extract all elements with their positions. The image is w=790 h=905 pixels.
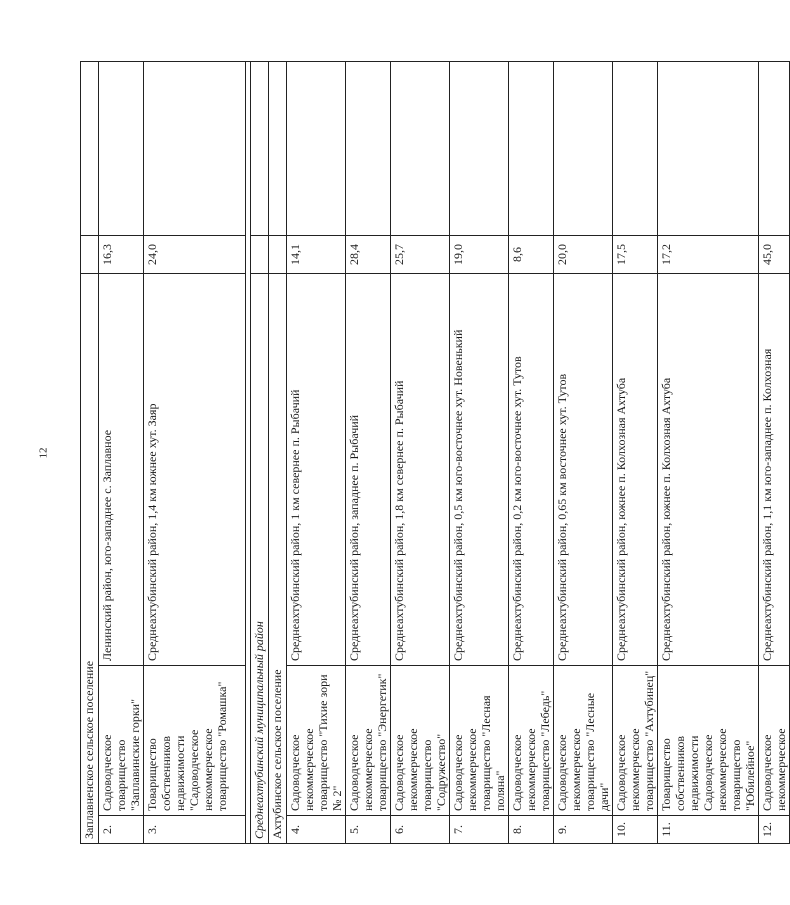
row-extra-cell [391, 61, 450, 235]
row-number: 12. [759, 816, 790, 844]
row-location: Среднеахтубинский район, 0,65 км восточнее хут. Тутов [554, 273, 613, 665]
row-name: Садоводческое некоммерческое товарищество "Лесная поляна" [450, 666, 509, 816]
table-row [99, 61, 144, 843]
section-filler-cell [269, 235, 287, 273]
row-number: 5. [346, 816, 391, 844]
row-area: 17,2 [658, 235, 759, 273]
row-number: 4. [287, 816, 346, 844]
row-name: Товарищество собственников недвижимости "Садоводческое некоммерческое товарищество "Ромашка" [144, 666, 246, 816]
row-location: Ленинский район, юго-западнее с. Заплавное [99, 273, 144, 665]
row-area: 14,1 [287, 235, 346, 273]
row-location: Среднеахтубинский район, западнее п. Рыбачий [346, 273, 391, 665]
row-name: Садоводческое некоммерческое товарищество "Энергетик" [346, 666, 391, 816]
municipality-title: Среднеахтубинский муниципальный район [251, 273, 269, 843]
row-number: 11. [658, 816, 759, 844]
row-number: 8. [509, 816, 554, 844]
table-row [658, 61, 759, 843]
row-name: Садоводческое некоммерческое товарищество "Лебедь" [509, 666, 554, 816]
registry-table [80, 61, 790, 844]
row-extra-cell [658, 61, 759, 235]
registry-table-rotated [80, 62, 788, 844]
row-extra-cell [287, 61, 346, 235]
section-filler-cell [251, 235, 269, 273]
row-location: Среднеахтубинский район, 1,4 км южнее хут. Заяр [144, 273, 246, 665]
section-row-zaplavnenskoe [81, 61, 99, 843]
section-filler-cell [81, 235, 99, 273]
row-location: Среднеахтубинский район, 1,1 км юго-западнее п. Колхозная [759, 273, 790, 665]
table-row [144, 61, 246, 843]
row-area: 45,0 [759, 235, 790, 273]
table-row [346, 61, 391, 843]
row-area: 8,6 [509, 235, 554, 273]
row-extra-cell [144, 61, 246, 235]
row-location: Среднеахтубинский район, 0,2 км юго-восточнее хут. Тутов [509, 273, 554, 665]
row-extra-cell [509, 61, 554, 235]
section-filler-cell [251, 61, 269, 235]
row-location: Среднеахтубинский район, 1,8 км севернее п. Рыбачий [391, 273, 450, 665]
row-name: Товарищество собственников недвижимости Садоводческое некоммерческое товарищество "Юбилейное" [658, 666, 759, 816]
table-row [450, 61, 509, 843]
row-name: Садоводческое некоммерческое [759, 666, 790, 816]
row-extra-cell [346, 61, 391, 235]
row-area: 28,4 [346, 235, 391, 273]
table-row [509, 61, 554, 843]
section-row-akhtubinskoe [269, 61, 287, 843]
row-area: 19,0 [450, 235, 509, 273]
row-number: 10. [613, 816, 658, 844]
row-extra-cell [613, 61, 658, 235]
table-row [554, 61, 613, 843]
row-number: 7. [450, 816, 509, 844]
row-extra-cell [554, 61, 613, 235]
row-location: Среднеахтубинский район, 1 км севернее п. Рыбачий [287, 273, 346, 665]
row-area: 25,7 [391, 235, 450, 273]
registry-table-wrapper [80, 62, 788, 844]
section-title: Ахтубинское сельское поселение [269, 273, 287, 843]
row-number: 9. [554, 816, 613, 844]
section-filler-cell [269, 61, 287, 235]
table-row [759, 61, 790, 843]
table-row [287, 61, 346, 843]
row-name: Садоводческое некоммерческое товарищество "Содружество" [391, 666, 450, 816]
row-name: Садоводческое некоммерческое товарищество "Ахтубинец" [613, 666, 658, 816]
table-row [613, 61, 658, 843]
row-name: Садоводческое некоммерческое товарищество "Лесные дачи" [554, 666, 613, 816]
row-name: Садоводческое некоммерческое товарищество "Тихие зори № 2" [287, 666, 346, 816]
row-extra-cell [450, 61, 509, 235]
row-number: 6. [391, 816, 450, 844]
row-number: 2. [99, 816, 144, 844]
row-extra-cell [759, 61, 790, 235]
section-title: Заплавненское сельское поселение [81, 273, 99, 843]
row-extra-cell [99, 61, 144, 235]
row-area: 16,3 [99, 235, 144, 273]
row-area: 20,0 [554, 235, 613, 273]
table-row [391, 61, 450, 843]
row-area: 24,0 [144, 235, 246, 273]
section-filler-cell [81, 61, 99, 235]
section-row-sredneakhtubinsky [251, 61, 269, 843]
row-number: 3. [144, 816, 246, 844]
row-location: Среднеахтубинский район, 0,5 км юго-восточнее хут. Новенький [450, 273, 509, 665]
row-area: 17,5 [613, 235, 658, 273]
row-name: Садоводческое товарищество "Заплавинские горки" [99, 666, 144, 816]
row-location: Среднеахтубинский район, южнее п. Колхозная Ахтуба [658, 273, 759, 665]
row-location: Среднеахтубинский район, южнее п. Колхозная Ахтуба [613, 273, 658, 665]
page-number: 12 [37, 447, 50, 459]
